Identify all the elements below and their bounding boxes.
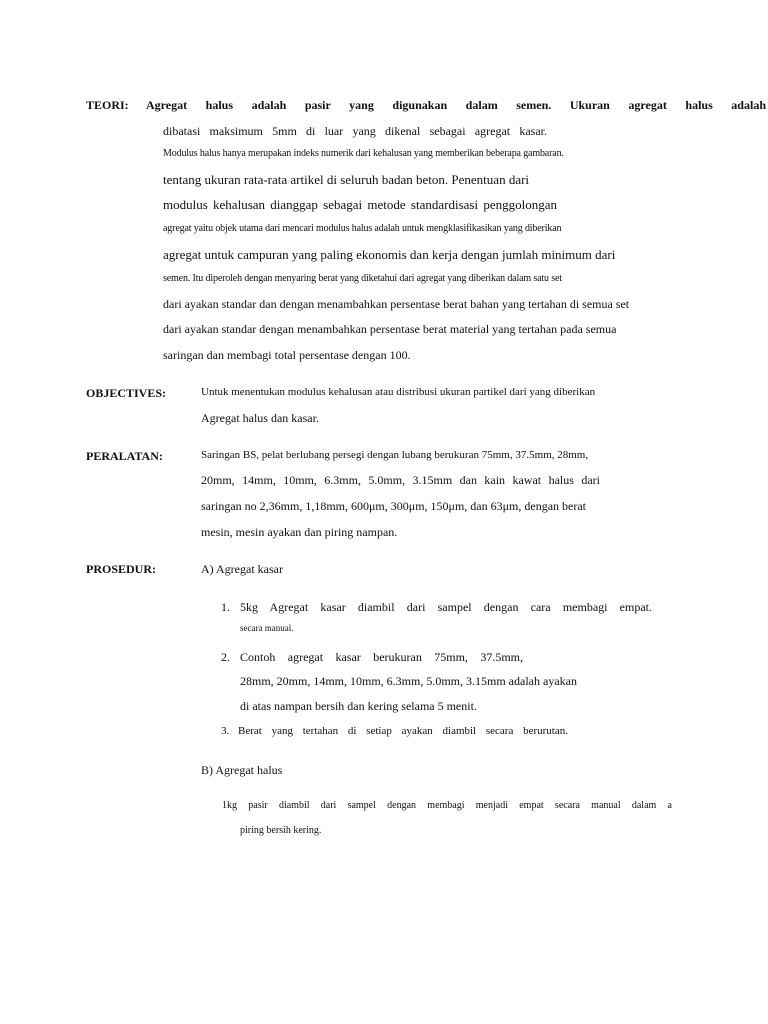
teori-line-2: dibatasi maksimum 5mm di luar yang dikenal sebagai agregat kasar.	[163, 124, 547, 138]
objectives-line-2: Agregat halus dan kasar.	[201, 411, 319, 425]
teori-line-9: dari ayakan standar dan dengan menambahkan persentase berat bahan yang tertahan di semua set	[163, 297, 630, 311]
section-b-line-2: piring bersih kering.	[240, 825, 322, 836]
step-1-line-2: secara manual.	[240, 623, 294, 633]
section-b-title: B) Agregat halus	[201, 763, 283, 777]
teori-line-5: modulus kehalusan dianggap sebagai metode standardisasi penggolongan	[163, 197, 557, 212]
teori-line-1: Agregat halus adalah pasir yang digunakan dalam semen. Ukuran agregat halus adalah	[146, 98, 766, 112]
teori-line-11: saringan dan membagi total persentase dengan 100.	[163, 348, 411, 362]
step-3-number: 3.	[221, 725, 230, 737]
teori-heading: TEORI:	[86, 98, 129, 112]
step-2-line-2: 28mm, 20mm, 14mm, 10mm, 6.3mm, 5.0mm, 3.15mm adalah ayakan	[240, 674, 577, 688]
step-2-number: 2.	[221, 650, 230, 664]
peralatan-heading: PERALATAN:	[86, 449, 163, 463]
peralatan-line-4: mesin, mesin ayakan dan piring nampan.	[201, 525, 398, 539]
step-2-line-1: Contoh agregat kasar berukuran 75mm, 37.5mm,	[240, 650, 523, 664]
peralatan-line-3: saringan no 2,36mm, 1,18mm, 600μm, 300μm, 150μm, dan 63μm, dengan berat	[201, 499, 587, 513]
peralatan-line-2: 20mm, 14mm, 10mm, 6.3mm, 5.0mm, 3.15mm dan kain kawat halus dari	[201, 473, 600, 487]
teori-line-4: tentang ukuran rata-rata artikel di seluruh badan beton. Penentuan dari	[163, 172, 530, 187]
teori-line-6: agregat yaitu objek utama dari mencari modulus halus adalah untuk mengklasifikasikan yang diberikan	[163, 223, 562, 234]
teori-line-3: Modulus halus hanya merupakan indeks numerik dari kehalusan yang memberikan beberapa gambaran.	[163, 148, 564, 159]
teori-line-8: semen. Itu diperoleh dengan menyaring berat yang diketahui dari agregat yang diberikan dalam satu set	[163, 273, 562, 284]
peralatan-line-1: Saringan BS, pelat berlubang persegi dengan lubang berukuran 75mm, 37.5mm, 28mm,	[201, 449, 589, 461]
section-b-line-1: 1kg pasir diambil dari sampel dengan membagi menjadi empat secara manual dalam a	[222, 800, 672, 811]
step-2-line-3: di atas nampan bersih dan kering selama 5 menit.	[240, 699, 477, 713]
teori-line-10: dari ayakan standar dengan menambahkan persentase berat material yang tertahan pada semua	[163, 322, 617, 336]
objectives-heading: OBJECTIVES:	[86, 386, 167, 400]
step-3-line-1: Berat yang tertahan di setiap ayakan diambil secara berurutan.	[238, 725, 568, 737]
step-1-number: 1.	[221, 600, 230, 614]
prosedur-heading: PROSEDUR:	[86, 562, 157, 576]
step-1-line-1: 5kg Agregat kasar diambil dari sampel dengan cara membagi empat.	[240, 600, 652, 614]
objectives-line-1: Untuk menentukan modulus kehalusan atau distribusi ukuran partikel dari yang diberikan	[201, 386, 596, 398]
section-a-title: A) Agregat kasar	[201, 562, 283, 576]
teori-line-7: agregat untuk campuran yang paling ekonomis dan kerja dengan jumlah minimum dari	[163, 247, 616, 262]
